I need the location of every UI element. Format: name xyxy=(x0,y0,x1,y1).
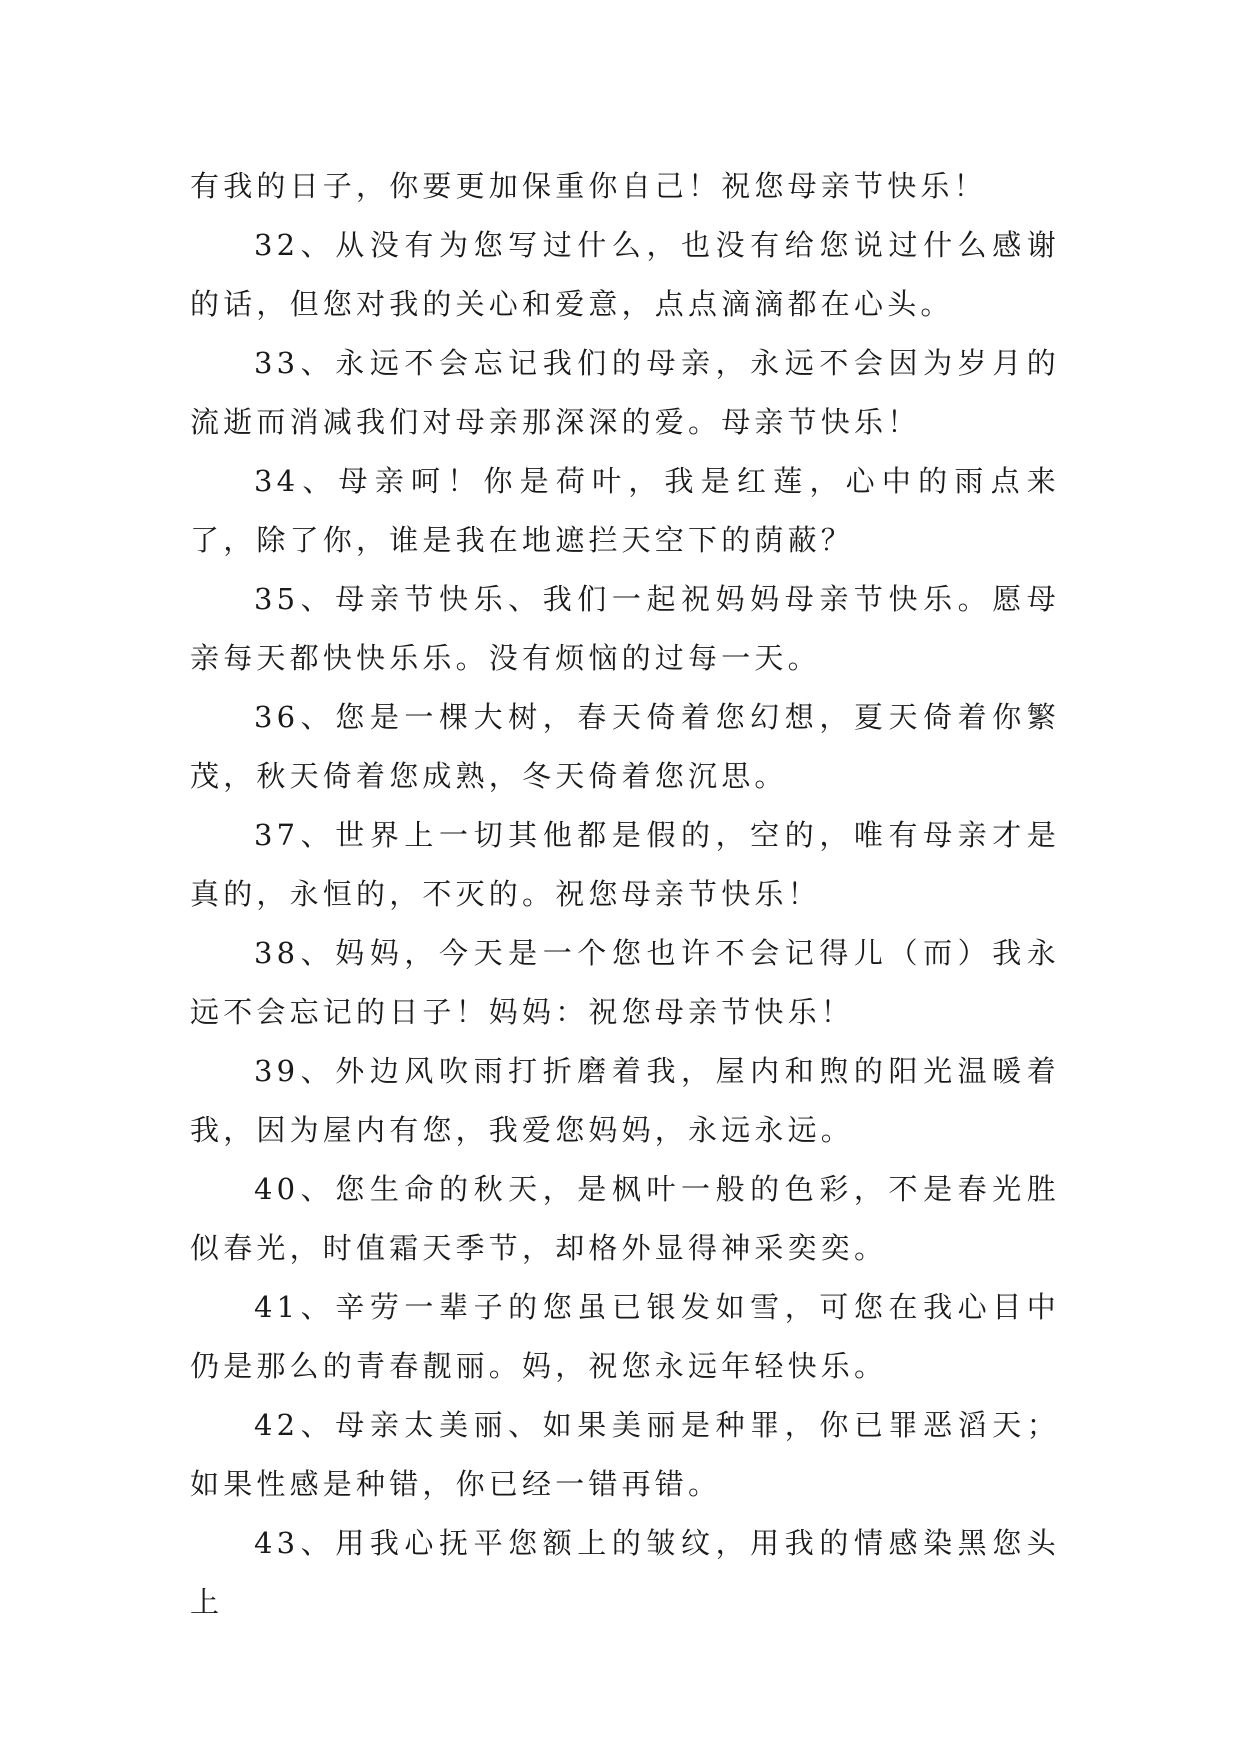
paragraph-continuation: 有我的日子，你要更加保重你自己！祝您母亲节快乐！ xyxy=(190,169,987,203)
document-body xyxy=(190,157,1060,1632)
paragraph-32: 32、从没有为您写过什么，也没有给您说过什么感谢的话，但您对我的关心和爱意，点点滴滴都在心头。 xyxy=(190,228,1060,321)
paragraph-43: 43、用我心抚平您额上的皱纹，用我的情感染黑您头上 xyxy=(190,1526,1060,1619)
paragraph-35: 35、母亲节快乐、我们一起祝妈妈母亲节快乐。愿母亲每天都快快乐乐。没有烦恼的过每一天。 xyxy=(190,582,1060,675)
paragraph-41: 41、辛劳一辈子的您虽已银发如雪，可您在我心目中仍是那么的青春靓丽。妈，祝您永远年轻快乐。 xyxy=(190,1290,1060,1383)
paragraph-40: 40、您生命的秋天，是枫叶一般的色彩，不是春光胜似春光，时值霜天季节，却格外显得神采奕奕。 xyxy=(190,1172,1060,1265)
paragraph-39: 39、外边风吹雨打折磨着我，屋内和煦的阳光温暖着我，因为屋内有您，我爱您妈妈，永远永远。 xyxy=(190,1054,1060,1147)
paragraph-37: 37、世界上一切其他都是假的，空的，唯有母亲才是真的，永恒的，不灭的。祝您母亲节快乐！ xyxy=(190,818,1060,911)
paragraph-33: 33、永远不会忘记我们的母亲，永远不会因为岁月的流逝而消减我们对母亲那深深的爱。母亲节快乐！ xyxy=(190,346,1060,439)
paragraph-38: 38、妈妈，今天是一个您也许不会记得儿（而）我永远不会忘记的日子！妈妈：祝您母亲节快乐！ xyxy=(190,936,1060,1029)
paragraph-34: 34、母亲呵！你是荷叶，我是红莲，心中的雨点来了，除了你，谁是我在地遮拦天空下的荫蔽？ xyxy=(190,464,1060,557)
paragraph-42: 42、母亲太美丽、如果美丽是种罪，你已罪恶滔天；如果性感是种错，你已经一错再错。 xyxy=(190,1408,1060,1501)
paragraph-36: 36、您是一棵大树，春天倚着您幻想，夏天倚着你繁茂，秋天倚着您成熟，冬天倚着您沉思。 xyxy=(190,700,1060,793)
